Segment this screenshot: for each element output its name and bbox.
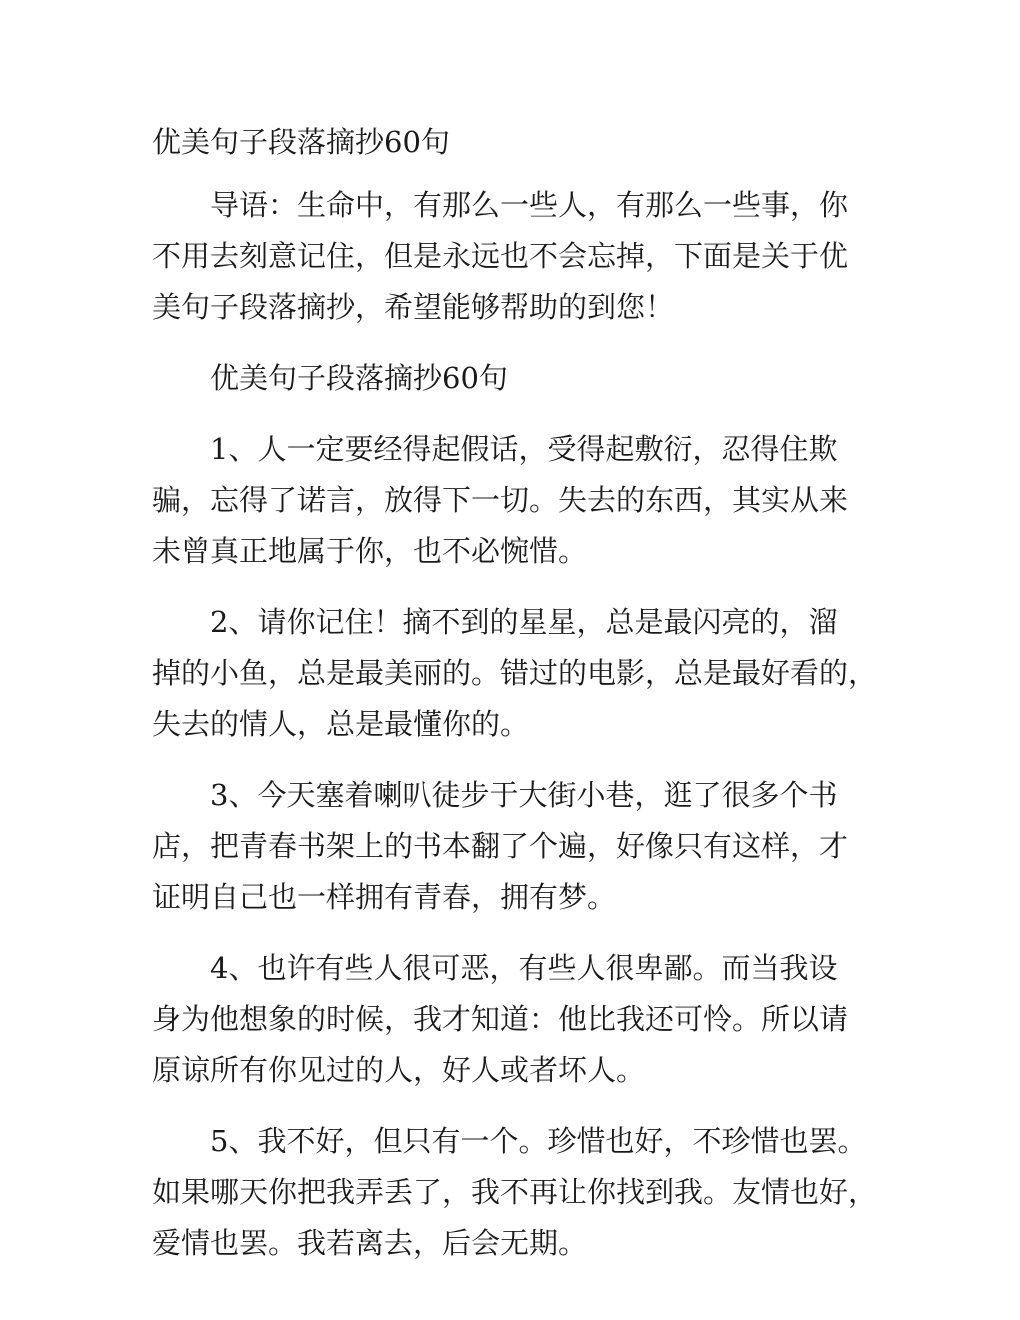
text-line: 店，把青春书架上的书本翻了个遍，好像只有这样，才 — [152, 829, 849, 863]
text-line: 2、请你记住！摘不到的星星，总是最闪亮的，溜 — [210, 605, 838, 639]
item-4-paragraph — [152, 943, 892, 1096]
item-1-paragraph — [152, 424, 892, 577]
text-line: 1、人一定要经得起假话，受得起敷衍，忍得住欺 — [210, 432, 838, 466]
text-line: 失去的情人，总是最懂你的。 — [152, 707, 530, 741]
intro-paragraph — [152, 180, 892, 333]
item-3-paragraph — [152, 770, 892, 923]
text-line: 优美句子段落摘抄60句 — [210, 361, 508, 395]
text-line: 美句子段落摘抄，希望能够帮助的到您！ — [152, 290, 675, 324]
text-line: 爱情也罢。我若离去，后会无期。 — [152, 1226, 588, 1260]
text-line: 不用去刻意记住，但是永远也不会忘掉，下面是关于优 — [152, 239, 849, 273]
subtitle-paragraph — [152, 353, 892, 404]
document-body — [152, 180, 892, 1289]
text-line: 骗，忘得了诺言，放得下一切。失去的东西，其实从来 — [152, 483, 849, 517]
text-line: 如果哪天你把我弄丢了，我不再让你找到我。友情也好， — [152, 1175, 878, 1209]
text-line: 5、我不好，但只有一个。珍惜也好，不珍惜也罢。 — [210, 1124, 867, 1158]
text-line: 3、今天塞着喇叭徒步于大街小巷，逛了很多个书 — [210, 778, 838, 812]
item-2-paragraph — [152, 597, 892, 750]
text-line: 证明自己也一样拥有青春，拥有梦。 — [152, 880, 617, 914]
text-line: 原谅所有你见过的人，好人或者坏人。 — [152, 1053, 646, 1087]
text-line: 导语：生命中，有那么一些人，有那么一些事，你 — [210, 188, 849, 222]
document-title: 优美句子段落摘抄60句 — [152, 125, 450, 159]
text-line: 掉的小鱼，总是最美丽的。错过的电影，总是最好看的， — [152, 656, 878, 690]
text-line: 未曾真正地属于你，也不必惋惜。 — [152, 534, 588, 568]
text-line: 身为他想象的时候，我才知道：他比我还可怜。所以请 — [152, 1002, 849, 1036]
item-5-paragraph — [152, 1116, 892, 1269]
text-line: 4、也许有些人很可恶，有些人很卑鄙。而当我设 — [210, 951, 838, 985]
